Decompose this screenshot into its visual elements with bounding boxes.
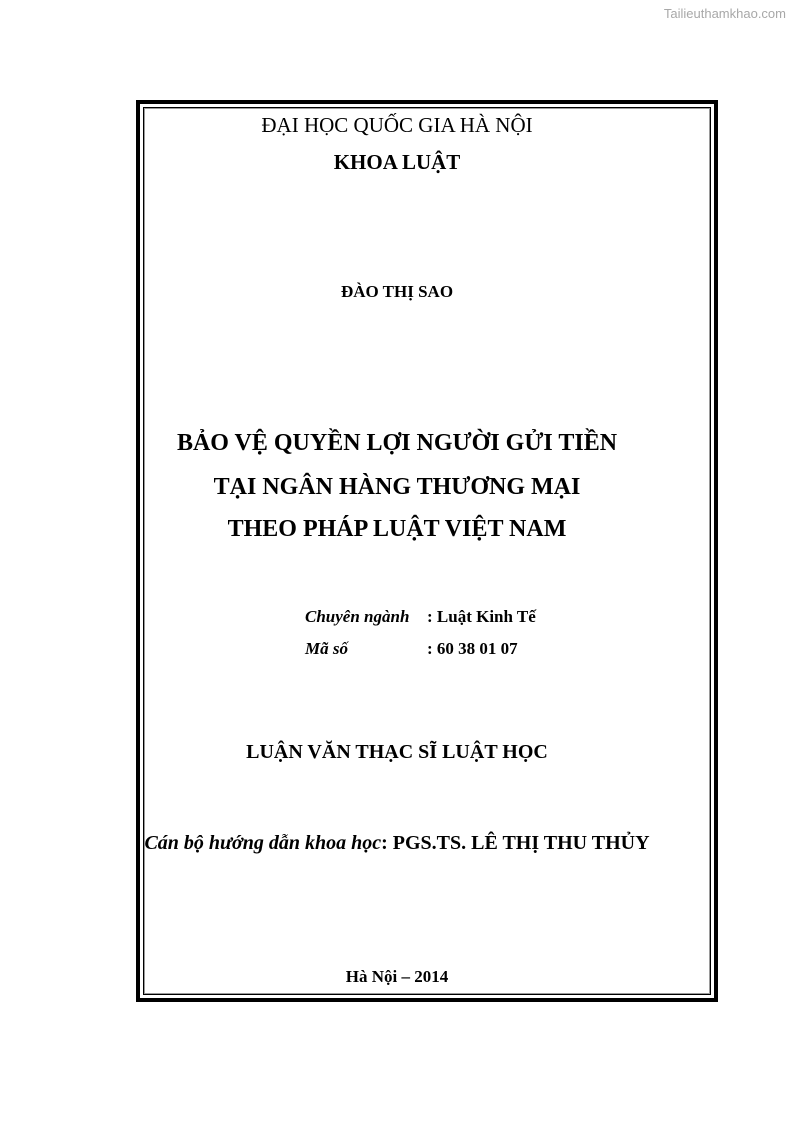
code-value: : 60 38 01 07 [427,639,518,658]
cover-inner-border [143,107,711,995]
advisor-label: Cán bộ hướng dẫn khoa học [144,832,382,854]
thesis-title-line-2: TẠI NGÂN HÀNG THƯƠNG MẠI [213,474,581,500]
advisor-row [0,832,794,855]
specialization-value: : Luật Kinh Tế [427,607,536,626]
specialization-label: Chuyên ngành [305,607,410,626]
place-and-year: Hà Nội – 2014 [345,967,449,986]
watermark-text: Tailieuthamkhao.com [663,6,786,21]
advisor-separator: : [381,832,393,854]
cover-border-frame [136,100,718,1002]
author-name: ĐÀO THỊ SAO [340,282,454,301]
specialization-row [305,607,536,627]
advisor-name: PGS.TS. LÊ THỊ THU THỦY [392,832,650,854]
university-name: ĐẠI HỌC QUỐC GIA HÀ NỘI [261,113,533,137]
thesis-title-line-1: BẢO VỆ QUYỀN LỢI NGƯỜI GỬI TIỀN [176,430,618,456]
thesis-title-line-3: THEO PHÁP LUẬT VIỆT NAM [227,516,567,542]
degree-type: LUẬN VĂN THẠC SĨ LUẬT HỌC [246,741,548,763]
code-row [305,639,518,659]
code-label: Mã số [305,639,348,658]
faculty-name: KHOA LUẬT [333,150,461,174]
